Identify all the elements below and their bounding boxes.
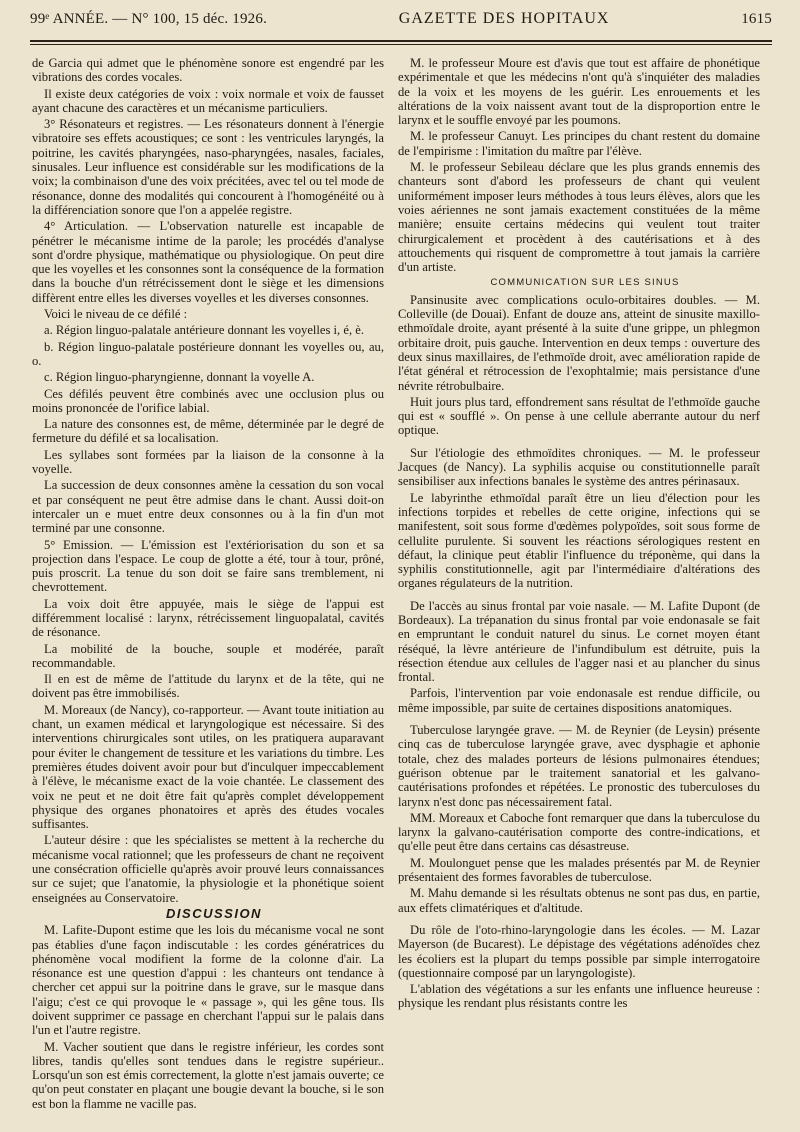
paragraph-sebileau: M. le professeur Sebileau déclare que les plus grands ennemis des chanteurs sont d'abord les professeurs de chant qui veulent uniformément imposer leurs méthodes à tous leurs élèves, alors que les voies aériennes ne sont jamais exactement constituées de la même manière; ensuite certains médecins qui veulent tout traiter chirurgicalement et procèdent à des cautérisations et à des attouchements qui risquent de compromettre à tout jamais la carrière d'un artiste. [398,160,760,275]
paragraph: Huit jours plus tard, effondrement sans résultat de l'ethmoïde gauche qui est « soufflé ». On pense à une cellule aberrante autour du nerf optique. [398,394,760,438]
list-item: a. Région linguo-palatale antérieure donnant les voyelles i, é, è. [44,323,364,338]
paragraph-ethmoidites: Sur l'étiologie des ethmoïdites chroniques. — M. le professeur Jacques (de Nancy). La syphilis acquise ou constitutionnelle paraît sensibiliser aux infections banales le système des antres périnasaux. [398,445,760,489]
paragraph-emission: 5° Emission. — L'émission est l'extériorisation du son et sa projection dans l'espace. Le coup de glotte a été, tour à tour, prôné, puis proscrit. La tenue du son doit se faire sans tremblement, ni chevrottement. [32,537,384,595]
paragraph: La succession de deux consonnes amène la cessation du son vocal et par conséquent ne peut être admise dans le chant. Aussi doit-on intercaler un e muet entre deux consonnes ou à la fin d'un mot terminé par une consonne. [32,478,384,536]
list-item: c. Région linguo-pharyngienne, donnant la voyelle A. [44,370,315,385]
paragraph-sinus-frontal: De l'accès au sinus frontal par voie nasale. — M. Lafite Dupont (de Bordeaux). La trépanation du sinus frontal par voie endonasale se fait en empruntant le conduit naturel du sinus. Le cornet moyen étant réséqué, la lèvre antérieure de l'infundibulum est détruite, puis la résection étendue aux cellules de l'agger nasi et au plancher du sinus frontal. [398,598,760,685]
section-heading-discussion: DISCUSSION [166,905,262,921]
paragraph: MM. Moreaux et Caboche font remarquer que dans la tuberculose du larynx la galvano-cautérisation comporte des contre-indications, et qu'elle peut être dans certains cas désastreuse. [398,810,760,854]
paragraph: L'auteur désire : que les spécialistes se mettent à la recherche du mécanisme vocal rationnel; que les professeurs de chant ne reçoivent une consécration officielle qu'après avoir prouvé leurs connaissances sur ce sujet; que l'anatomie, la physiologie et la phonétique soient enseignées au Conservatoire. [32,833,384,905]
paragraph: Il en est de même de l'attitude du larynx et de la tête, qui ne doivent pas être immobilisés. [32,672,384,701]
paragraph: La mobilité de la bouche, souple et modérée, paraît recommandable. [32,641,384,670]
section-heading-sinus: COMMUNICATION SUR LES SINUS [490,277,680,289]
paragraph-vacher: M. Vacher soutient que dans le registre inférieur, les cordes sont libres, tandis qu'elles sont tendues dans le registre supérieur.. Lorsqu'un son est émis correctement, la glotte n'est jamais ouverte; ce qu'on peut constater en plaçant une bougie devant la bouche, si le son est bon la flamme ne vacille pas. [32,1039,384,1111]
paragraph: M. Mahu demande si les résultats obtenus ne sont pas dus, en partie, aux effets climatériques et d'altitude. [398,886,760,915]
list-item: b. Région linguo-palatale postérieure donnant les voyelles ou, au, o. [32,339,384,368]
running-header [30,10,772,40]
paragraph: Parfois, l'intervention par voie endonasale est rendue difficile, ou même impossible, par suite de certaines dispositions anatomiques. [398,686,760,715]
paragraph-resonateurs: 3° Résonateurs et registres. — Les résonateurs donnent à l'énergie vibratoire ses effets acoustiques; ce sont : les ventricules laryngés, la poitrine, les cavités pharyngées, naso-pharyngées, nasales, faciales, sinusales. Leur influence est considérable sur les modifications de la voix; la combinaison d'une des voix précitées, avec tel ou tel mode de résonance, donne des modalités qui concourent à l'homogénéité ou à la différenciation sonore que l'on a appelée registre. [32,117,384,217]
left-column [32,56,384,1113]
right-column [398,56,760,1013]
paragraph: La nature des consonnes est, de même, déterminée par le degré de fermeture du défilé et sa localisation. [32,417,384,446]
page-number: 1615 [741,11,772,27]
paragraph-moreaux: M. Moreaux (de Nancy), co-rapporteur. — Avant toute initiation au chant, un examen médical et laryngologique est nécessaire. Si des interventions chirurgicales sont utiles, on les pratiquera auparavant pour éviter le changement de tessiture et les variations du timbre. Les premières études doivent avoir pour but d'inculquer impeccablement à l'élève, le mécanisme exact de la voie chantée. Le classement des voix ne peut et ne doit être fait qu'après complet développement physique des organes phonatoires et après des études vocales suffisantes. [32,702,384,832]
paragraph: Voici le niveau de ce défilé : [44,307,188,322]
paragraph-ecoles: Du rôle de l'oto-rhino-laryngologie dans les écoles. — M. Lazar Mayerson (de Bucarest). Le dépistage des végétations adénoïdes chez les écoliers est la plupart du temps possible par simple interrogatoire (questionnaire composé par un laryngologiste). [398,922,760,980]
paragraph: Il existe deux catégories de voix : voix normale et voix de fausset ayant chacune des caractères et un mécanisme particuliers. [32,86,384,115]
paragraph: Les syllabes sont formées par la liaison de la consonne à la voyelle. [32,447,384,477]
paragraph: Ces défilés peuvent être combinés avec une occlusion plus ou moins prononcée de l'orifice labial. [32,386,384,415]
paragraph: La voix doit être appuyée, mais le siège de l'appui est différemment localisé : larynx, rétrécissement linguopalatal, cavités de résonance. [32,596,384,640]
header-rule-thin [30,44,772,45]
paragraph-moure: M. le professeur Moure est d'avis que tout est affaire de phonétique expérimentale et que les médecins n'ont qu'à s'inquiéter des maladies de la voix et les moyens de les guérir. Les enrouements et les altérations de la voix naissent avant tout de la disproportion entre le larynx et le souffle envoyé par les poumons. [398,56,760,128]
paragraph-articulation: 4° Articulation. — L'observation naturelle est incapable de pénétrer le mécanisme intime de la parole; les procédés d'analyse sont d'ordre physique, mathématique ou physiologique. On peut dire que les voyelles et les consonnes sont la conséquence de la formation dans la bouche d'un rétrécissement dont le siège et les dimensions diffèrent entre elles les diverses voyelles et les diverses consonnes. [32,219,384,305]
paragraph: de Garcia qui admet que le phénomène sonore est engendré par les vibrations des cordes vocales. [32,56,384,85]
paragraph-lafite-dupont: M. Lafite-Dupont estime que les lois du mécanisme vocal ne sont pas établies d'une façon indiscutable : les cordes génératrices du phénomène vocal modifient la forme de la colonne d'air. La résonance est une question d'appui : les chanteurs ont tendance à chercher cet appui sur la poitrine dans le grave, sur le masque dans l'aigu; c'est ce qui provoque le « passage », qui les gêne tous. Ils doivent supprimer ce passage en cherchant l'appui sur le palais dans l'un et l'autre registre. [32,923,384,1038]
paragraph-pansinusite: Pansinusite avec complications oculo-orbitaires doubles. — M. Colleville (de Douai). Enfant de douze ans, atteint de sinusite maxillo-ethmoïdale droite, ayant présenté à la suite d'une grippe, un phlegmon orbitaire droit, puis gauche. Intervention en deux temps : ouverture des deux sinus maxillaires, de l'ethmoïde droit, avec amélioration rapide de l'état général et rétrocession de l'exophtalmie; mais persistance d'une névrite rétrobulbaire. [398,292,760,393]
header-rule-thick [30,40,772,42]
journal-title: GAZETTE DES HOPITAUX [398,10,610,27]
paragraph-tuberculose: Tuberculose laryngée grave. — M. de Reynier (de Leysin) présente cinq cas de tuberculose laryngée grave, avec dysphagie et aphonie totale, chez des malades porteurs de lésions pulmonaires étendues; guérison obtenue par le traitement sanatorial et les galvano-cautérisations profondes et répétées. Le pronostic des tuberculoses du larynx n'est donc pas nécessairement fatal. [398,723,760,809]
paragraph: Le labyrinthe ethmoïdal paraît être un lieu d'élection pour les infections torpides et rebelles de cette origine, infections qui se manifestent, soit sous forme d'œdèmes polypoïdes, soit sous forme de cellulite purulente. Si souvent les réactions sérologiques restent en défaut, la clinique peut établir l'influence du tréponème, qui dans la syphilis constitutionnelle, agit par l'intermédiaire d'altérations des organes régulateurs de la nutrition. [398,490,760,591]
paragraph-canuyt: M. le professeur Canuyt. Les principes du chant restent du domaine de l'empirisme : l'imitation du maître par l'élève. [398,129,760,158]
paragraph: M. Moulonguet pense que les malades présentés par M. de Reynier présentaient des formes favorables de tuberculose. [398,855,760,885]
issue-info: 99ᵉ ANNÉE. — N° 100, 15 déc. 1926. [30,11,268,27]
paragraph: L'ablation des végétations a sur les enfants une influence heureuse : physique les rendant plus résistants contre les [398,982,760,1011]
